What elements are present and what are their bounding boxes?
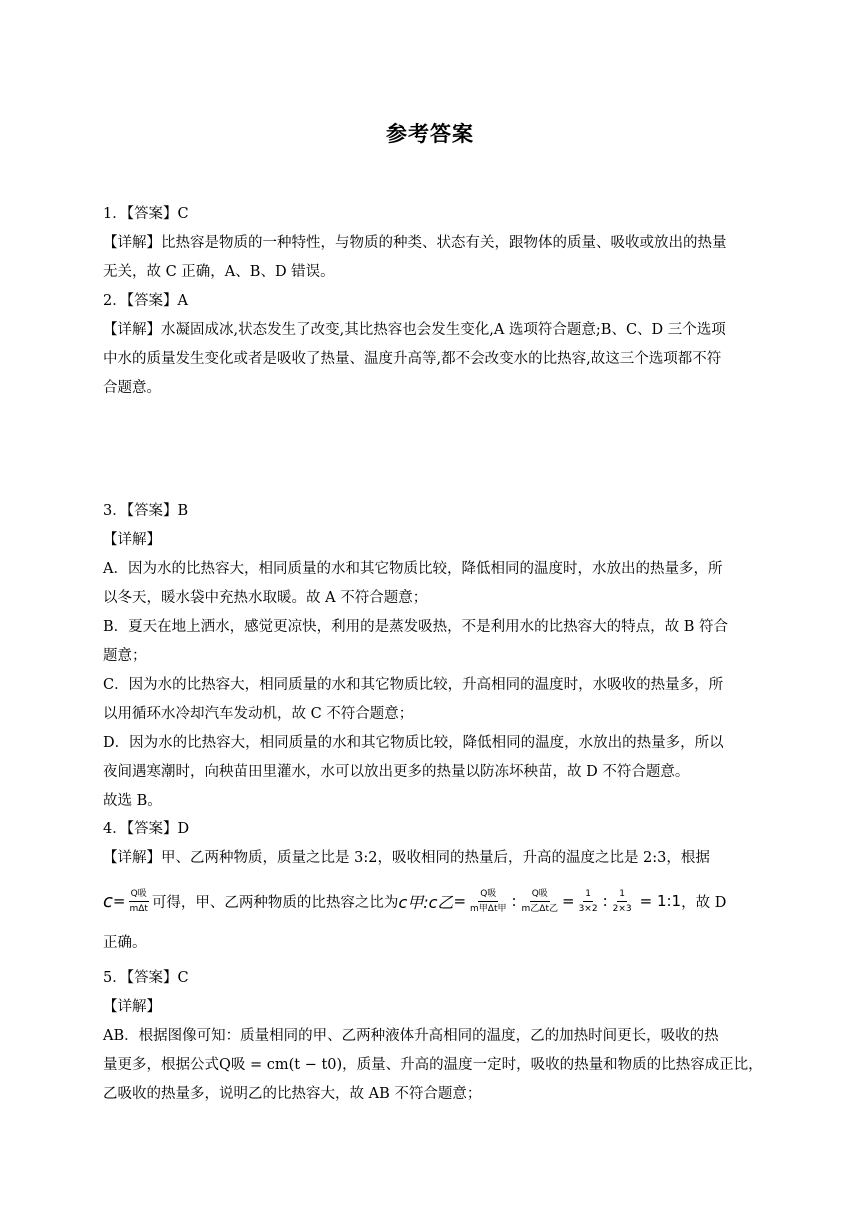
answer-2-detail-line: 合题意。	[103, 380, 161, 396]
answer-4	[103, 815, 758, 958]
answer-2-head: 2．【答案】A	[103, 293, 188, 309]
ratio-fraction-3	[577, 887, 600, 916]
ratio-result: = 1:1	[639, 892, 682, 910]
fraction-numerator: Q吸	[129, 887, 149, 902]
formula-equals: =	[453, 892, 467, 910]
answer-1-detail-line: 【详解】比热容是物质的一种特性，与物质的种类、状态有关，跟物体的质量、吸收或放出的热量	[103, 235, 727, 251]
answer-3-line: D．因为水的比热容大，相同质量的水和其它物质比较，降低相同的温度，水放出的热量多，所以	[103, 735, 724, 751]
answer-2	[103, 287, 758, 403]
page-title: 参考答案	[386, 122, 474, 146]
formula-equals: =	[561, 892, 575, 910]
fraction-numerator: Q吸	[530, 887, 550, 902]
answer-3-line: A．因为水的比热容大，相同质量的水和其它物质比较，降低相同的温度时，水放出的热量多，所	[103, 561, 723, 577]
fraction-numerator: Q吸	[478, 887, 498, 902]
answer-5-detail-label: 【详解】	[103, 999, 161, 1015]
fraction-numerator: 1	[583, 887, 593, 902]
answer-2-detail-line: 【详解】水凝固成冰,状态发生了改变,其比热容也会发生变化,A 选项符合题意;B、C、D 三个选项	[103, 322, 726, 338]
ratio-colon: :	[511, 892, 517, 910]
answer-2-detail-line: 中水的质量发生变化或者是吸收了热量、温度升高等,都不会改变水的比热容,故这三个选项都不符	[103, 351, 722, 367]
answer-1-head: 1．【答案】C	[103, 206, 189, 222]
formula-mid-text: 可得，甲、乙两种物质的比热容之比为	[151, 894, 399, 911]
ratio-fraction-2	[520, 887, 560, 916]
answer-4-detail-line: 正确。	[103, 935, 147, 951]
answer-3-line: B．夏天在地上洒水，感觉更凉快，利用的是蒸发吸热，不是利用水的比热容大的特点，故 B 符合	[103, 619, 729, 635]
answer-3-line: 故选 B。	[103, 793, 162, 809]
fraction-denominator: 2×3	[612, 903, 632, 914]
formula-tail: ，故 D	[681, 894, 727, 911]
ratio-colon: :	[602, 892, 608, 910]
answer-5-line: 乙吸收的热量多，说明乙的比热容大，故 AB 不符合题意；	[103, 1086, 482, 1102]
formula-c: c	[103, 890, 113, 912]
fraction-denominator: m甲Δt甲	[470, 903, 507, 914]
ratio-lhs: c甲:c乙	[398, 892, 454, 912]
fraction-denominator: m乙Δt乙	[521, 903, 558, 914]
answer-4-detail-line: 【详解】甲、乙两种物质，质量之比是 3:2，吸收相同的热量后，升高的温度之比是 2:3，根据	[103, 850, 710, 866]
fraction-numerator: 1	[617, 887, 627, 902]
answer-5-line: AB．根据图像可知：质量相同的甲、乙两种液体升高相同的温度，乙的加热时间更长，吸收的热	[103, 1028, 719, 1044]
answer-3-line: 题意；	[103, 648, 147, 664]
answer-5	[103, 964, 763, 1109]
ratio-fraction-4	[611, 887, 634, 916]
fraction-denominator: 3×2	[578, 903, 598, 914]
ratio-fraction-1	[468, 887, 508, 916]
fraction-denominator: mΔt	[129, 903, 148, 914]
answer-3-line: 以冬天，暖水袋中充热水取暖。故 A 不符合题意；	[103, 590, 428, 606]
formula-equals: =	[112, 892, 126, 910]
answer-3-line: 夜间遇寒潮时，向秧苗田里灌水，水可以放出更多的热量以防冻坏秧苗，故 D 不符合题意。	[103, 764, 690, 780]
answer-3-line: 以用循环水冷却汽车发动机，故 C 不符合题意；	[103, 706, 414, 722]
answer-3-line: C．因为水的比热容大，相同质量的水和其它物质比较，升高相同的温度时，水吸收的热量多，所	[103, 677, 724, 693]
answer-3	[103, 497, 758, 816]
answer-5-line: 量更多，根据公式Q吸 = cm(t − t0)，质量、升高的温度一定时，吸收的热量和物质的比热容成正比，	[103, 1057, 763, 1073]
answer-1-detail-line: 无关，故 C 正确，A、B、D 错误。	[103, 264, 335, 280]
answer-3-detail-label: 【详解】	[103, 532, 161, 548]
answer-4-formula-line	[103, 873, 758, 929]
answer-4-head: 4．【答案】D	[103, 821, 190, 837]
answer-5-head: 5．【答案】C	[103, 970, 189, 986]
answer-1	[103, 200, 758, 287]
answer-3-head: 3．【答案】B	[103, 503, 189, 519]
formula-heat-fraction	[127, 887, 149, 916]
